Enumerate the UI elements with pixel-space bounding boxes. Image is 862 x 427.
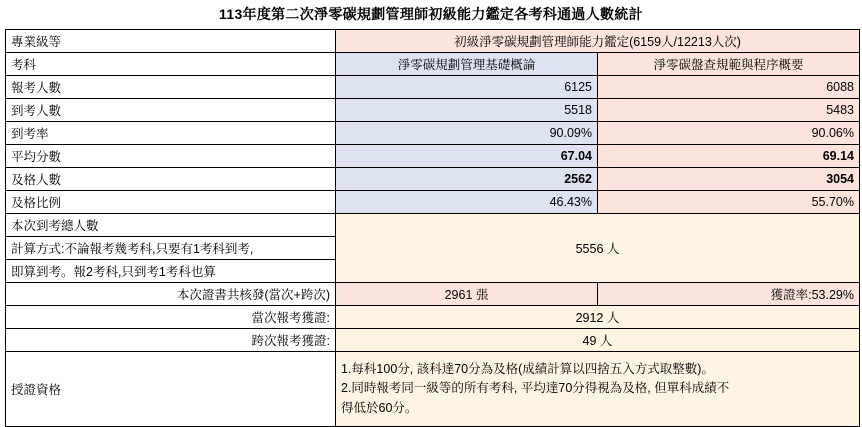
row-value-b: 5483	[598, 99, 860, 122]
row-label: 及格比例	[6, 191, 336, 214]
total-attendance-note-line1: 計算方式:不論報考幾考科,只要有1考科到考,	[6, 237, 336, 260]
total-attendance-heading: 本次到考總人數	[6, 214, 336, 237]
row-value-b: 55.70%	[598, 191, 860, 214]
table-row	[6, 122, 860, 145]
cert-row-label: 跨次報考獲證:	[6, 329, 336, 352]
row-value-b: 69.14	[598, 145, 860, 168]
row-value-b: 6088	[598, 76, 860, 99]
cert-row-label: 當次報考獲證:	[6, 306, 336, 329]
subject-a-header: 淨零碳規劃管理基礎概論	[336, 53, 598, 76]
table-row-total-heading	[6, 214, 860, 237]
qualification-line-1: 1.每科100分, 該科達70分為及格(成績計算以四捨五入方式取整數)。	[341, 361, 714, 376]
row-label-level: 專業級等	[6, 30, 336, 53]
statistics-table	[5, 29, 860, 427]
row-label: 及格人數	[6, 168, 336, 191]
table-row	[6, 76, 860, 99]
table-row	[6, 191, 860, 214]
table-row	[6, 99, 860, 122]
row-value-a: 90.09%	[336, 122, 598, 145]
cert-row-value: 2912 人	[336, 306, 860, 329]
row-label: 到考率	[6, 122, 336, 145]
qualification-line-3: 得低於60分。	[341, 400, 418, 415]
table-row-qualification	[6, 352, 860, 427]
row-value-a: 5518	[336, 99, 598, 122]
cert-row-label: 本次證書共核發(當次+跨次)	[6, 283, 336, 306]
total-attendance-note-line2: 即算到考。報2考科,只到考1考科也算	[6, 260, 336, 283]
page-title: 113年度第二次淨零碳規劃管理師初級能力鑑定各考科通過人數統計	[219, 6, 643, 22]
row-label: 平均分數	[6, 145, 336, 168]
cert-row-value: 2961 張	[336, 283, 598, 306]
table-row-cert-current	[6, 306, 860, 329]
row-label-subject: 考科	[6, 53, 336, 76]
table-row-cert-cross	[6, 329, 860, 352]
table-row-subjects	[6, 53, 860, 76]
row-value-a: 6125	[336, 76, 598, 99]
cert-row-value: 49 人	[336, 329, 860, 352]
total-attendance-value: 5556 人	[336, 214, 860, 283]
row-label: 報考人數	[6, 76, 336, 99]
level-value: 初級淨零碳規劃管理師能力鑑定(6159人/12213人次)	[336, 30, 860, 53]
row-value-a: 67.04	[336, 145, 598, 168]
qualification-label: 授證資格	[6, 352, 336, 427]
row-value-b: 90.06%	[598, 122, 860, 145]
table-row-level	[6, 30, 860, 53]
row-value-a: 2562	[336, 168, 598, 191]
qualification-text	[336, 352, 860, 427]
row-value-a: 46.43%	[336, 191, 598, 214]
row-label: 到考人數	[6, 99, 336, 122]
table-row	[6, 145, 860, 168]
qualification-line-2: 2.同時報考同一級等的所有考科, 平均達70分得視為及格, 但單科成績不	[341, 381, 730, 396]
subject-b-header: 淨零碳盤查規範與程序概要	[598, 53, 860, 76]
table-row	[6, 168, 860, 191]
table-row-cert-total	[6, 283, 860, 306]
cert-rate-value: 獲證率:53.29%	[598, 283, 860, 306]
row-value-b: 3054	[598, 168, 860, 191]
